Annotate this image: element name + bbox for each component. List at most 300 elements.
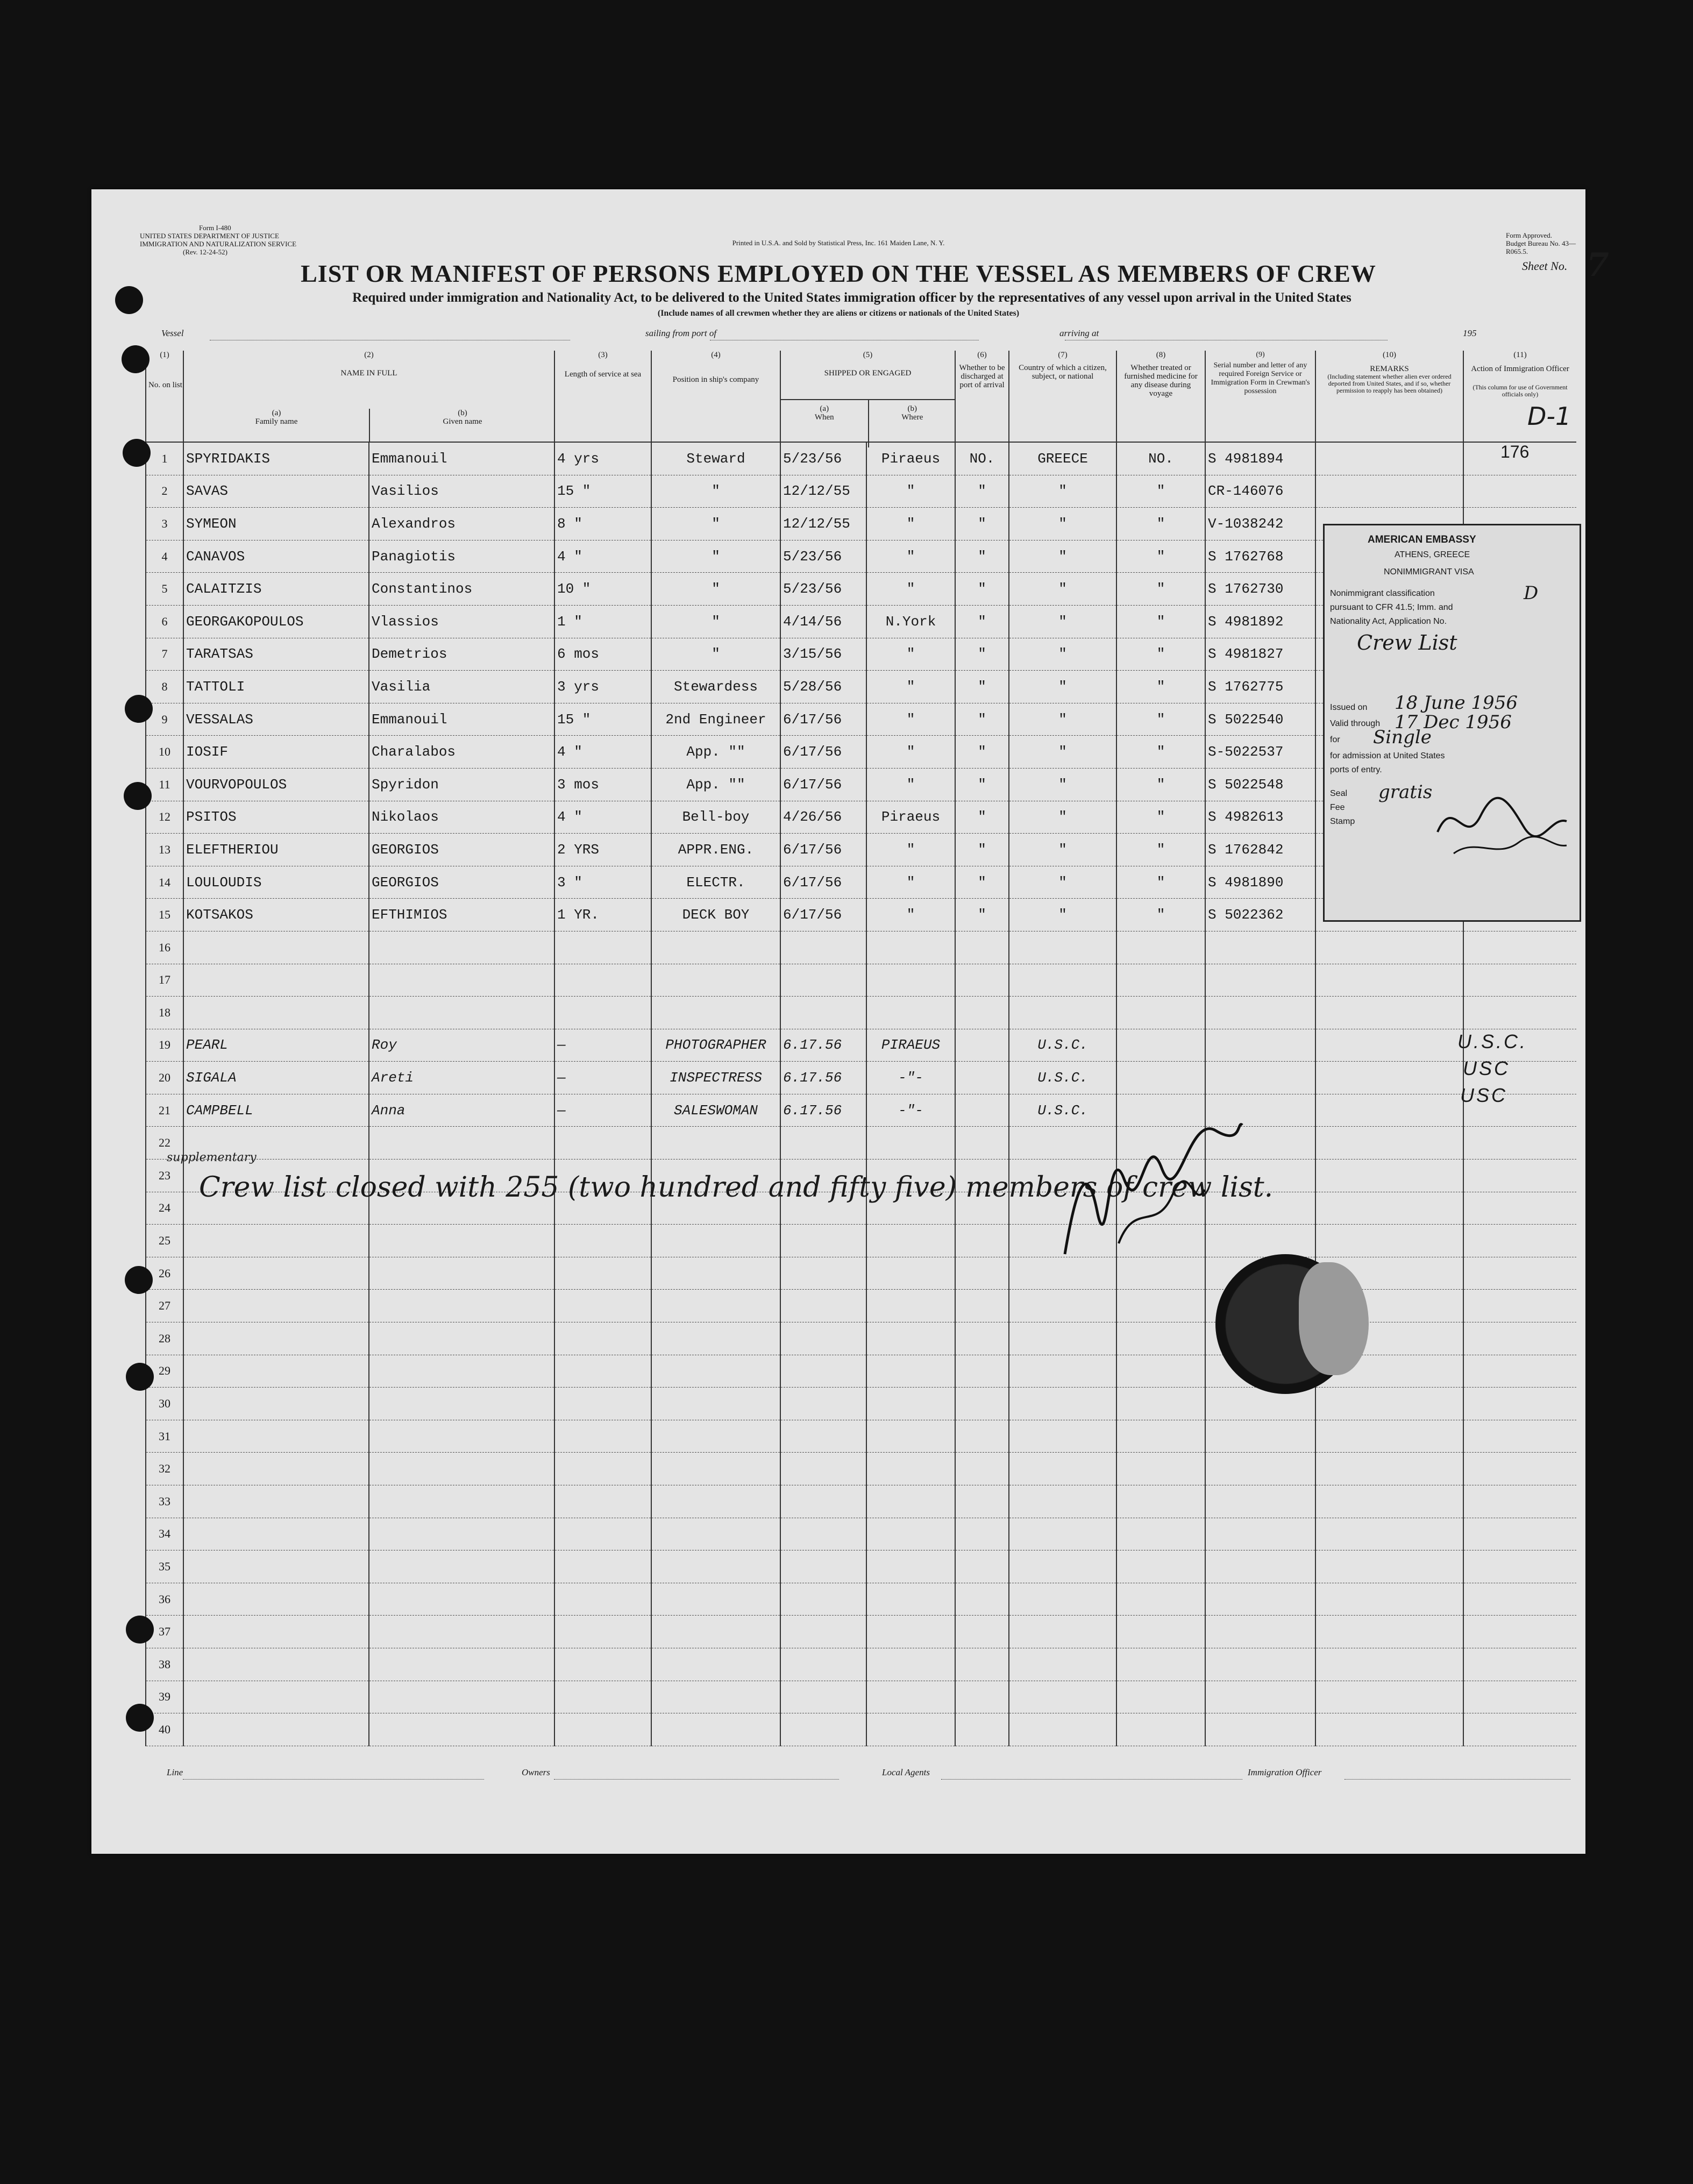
cell-where: "	[866, 573, 955, 606]
cell-position: "	[651, 605, 780, 638]
cell-family: IOSIF	[183, 736, 369, 769]
cell-position	[651, 931, 780, 964]
cell-action	[1463, 1518, 1576, 1550]
cell-remarks	[1315, 1485, 1463, 1518]
cell-position: DECK BOY	[651, 899, 780, 931]
cell-medicine	[1116, 1290, 1205, 1322]
cell-where	[866, 1355, 955, 1388]
cell-where: "	[866, 703, 955, 736]
cell-medicine	[1116, 1322, 1205, 1355]
col-header-action: (11) Action of Immigration Officer (This column for use of Government officials only)	[1463, 351, 1576, 442]
cell-service	[554, 1518, 651, 1550]
punch-hole	[125, 1266, 153, 1294]
stamp-fee-value: gratis	[1378, 781, 1433, 803]
cell-when	[780, 997, 866, 1029]
cell-position: INSPECTRESS	[651, 1062, 780, 1094]
cell-where	[866, 1257, 955, 1290]
cell-family	[183, 1713, 369, 1746]
row-number: 16	[146, 931, 183, 964]
cell-where: "	[866, 508, 955, 540]
cell-given: Demetrios	[369, 638, 554, 671]
table-row	[146, 475, 1576, 508]
cell-family	[183, 1681, 369, 1713]
cell-serial: S 1762842	[1205, 834, 1315, 866]
cell-given: Alexandros	[369, 508, 554, 540]
col-header-discharged: (6) Whether to be discharged at port of arrival	[955, 351, 1009, 442]
cell-action	[1463, 1648, 1576, 1681]
cell-family: TARATSAS	[183, 638, 369, 671]
cell-position: Bell-boy	[651, 801, 780, 834]
cell-country: "	[1009, 605, 1116, 638]
stamp-cfr: pursuant to CFR 41.5; Imm. and	[1330, 603, 1453, 612]
footer-agents-label: Local Agents	[882, 1767, 930, 1777]
cell-where	[866, 1518, 955, 1550]
cell-given	[369, 1550, 554, 1583]
cell-serial: S 5022540	[1205, 703, 1315, 736]
cell-action	[1463, 1322, 1576, 1355]
cell-position	[651, 1420, 780, 1453]
cell-discharged	[955, 1681, 1009, 1713]
cell-medicine	[1116, 1029, 1205, 1062]
cell-medicine	[1116, 931, 1205, 964]
col-header-name: (2) NAME IN FULL (a) Family name (b) Given name	[183, 351, 554, 442]
remark-d1: D-1	[1527, 402, 1571, 431]
punch-hole	[124, 782, 152, 810]
cell-position: "	[651, 508, 780, 540]
row-number: 23	[146, 1159, 183, 1192]
cell-family	[183, 1485, 369, 1518]
cell-service: 10 "	[554, 573, 651, 606]
cell-medicine: "	[1116, 671, 1205, 703]
cell-position: App. ""	[651, 736, 780, 769]
cell-where	[866, 1583, 955, 1616]
cell-discharged: "	[955, 508, 1009, 540]
cell-family	[183, 1616, 369, 1648]
cell-service: 3 "	[554, 866, 651, 899]
cell-given: Areti	[369, 1062, 554, 1094]
stamp-application-value: Crew List	[1357, 631, 1457, 655]
cell-remarks	[1315, 475, 1463, 508]
cell-serial	[1205, 931, 1315, 964]
cell-action	[1463, 1192, 1576, 1225]
cell-position	[651, 1257, 780, 1290]
cell-when: 3/15/56	[780, 638, 866, 671]
embassy-visa-stamp	[1323, 524, 1581, 922]
cell-position	[651, 1550, 780, 1583]
cell-position: Stewardess	[651, 671, 780, 703]
cell-remarks	[1315, 1029, 1463, 1062]
row-number: 6	[146, 605, 183, 638]
cell-when	[780, 1388, 866, 1420]
consul-signature	[1432, 784, 1572, 870]
cell-medicine	[1116, 997, 1205, 1029]
cell-position: "	[651, 540, 780, 573]
cell-given: Emmanouil	[369, 442, 554, 475]
cell-discharged	[955, 1648, 1009, 1681]
cell-family	[183, 997, 369, 1029]
cell-given	[369, 997, 554, 1029]
cell-serial	[1205, 1616, 1315, 1648]
cell-family: CALAITZIS	[183, 573, 369, 606]
cell-discharged	[955, 1583, 1009, 1616]
cell-country	[1009, 1485, 1116, 1518]
cell-service	[554, 1127, 651, 1159]
cell-service	[554, 1485, 651, 1518]
cell-given	[369, 1355, 554, 1388]
cell-service	[554, 1648, 651, 1681]
subtitle: Required under immigration and Nationality Act, to be delivered to the United States immigration officer by the representatives of any vessel upon arrival in the United States	[352, 290, 1351, 305]
sheet-number: 7	[1587, 246, 1609, 284]
cell-country: U.S.C.	[1009, 1094, 1116, 1127]
row-number: 17	[146, 964, 183, 997]
cell-position	[651, 1713, 780, 1746]
usc-mark-1: U.S.C.	[1457, 1030, 1528, 1052]
cell-given	[369, 1420, 554, 1453]
cell-country: "	[1009, 573, 1116, 606]
cell-medicine: "	[1116, 801, 1205, 834]
cell-country	[1009, 964, 1116, 997]
cell-family: PSITOS	[183, 801, 369, 834]
cell-discharged	[955, 1713, 1009, 1746]
cell-service: 2 YRS	[554, 834, 651, 866]
cell-when	[780, 1648, 866, 1681]
arriving-label: arriving at	[1059, 328, 1099, 338]
cell-family	[183, 1355, 369, 1388]
cell-country: "	[1009, 736, 1116, 769]
stamp-visa-type: NONIMMIGRANT VISA	[1384, 567, 1474, 577]
form-number: Form I-480	[199, 224, 231, 232]
cell-position	[651, 1616, 780, 1648]
cell-service	[554, 1420, 651, 1453]
cell-service	[554, 1681, 651, 1713]
cell-given: Nikolaos	[369, 801, 554, 834]
table-row	[146, 1029, 1576, 1062]
cell-serial	[1205, 1681, 1315, 1713]
cell-action	[1463, 1257, 1576, 1290]
cell-where	[866, 964, 955, 997]
cell-serial	[1205, 1583, 1315, 1616]
table-row	[146, 1453, 1576, 1485]
cell-when: 6/17/56	[780, 768, 866, 801]
cell-action	[1463, 1485, 1576, 1518]
cell-given	[369, 964, 554, 997]
row-number: 1	[146, 442, 183, 475]
cell-family: ELEFTHERIOU	[183, 834, 369, 866]
cell-position	[651, 1485, 780, 1518]
cell-medicine	[1116, 1355, 1205, 1388]
cell-remarks	[1315, 1616, 1463, 1648]
cell-serial: S 1762768	[1205, 540, 1315, 573]
cell-country	[1009, 931, 1116, 964]
row-number: 9	[146, 703, 183, 736]
cell-where: "	[866, 540, 955, 573]
cell-country	[1009, 1616, 1116, 1648]
cell-serial	[1205, 1029, 1315, 1062]
cell-serial: S-5022537	[1205, 736, 1315, 769]
cell-when	[780, 1681, 866, 1713]
cell-action	[1463, 931, 1576, 964]
cell-medicine	[1116, 1388, 1205, 1420]
cell-action	[1463, 1550, 1576, 1583]
cell-serial	[1205, 1062, 1315, 1094]
cell-family: SPYRIDAKIS	[183, 442, 369, 475]
punch-hole	[115, 286, 143, 314]
cell-given: Charalabos	[369, 736, 554, 769]
cell-family	[183, 1648, 369, 1681]
cell-serial	[1205, 1550, 1315, 1583]
cell-position: Steward	[651, 442, 780, 475]
cell-medicine: NO.	[1116, 442, 1205, 475]
stamp-issued-label: Issued on	[1330, 703, 1368, 712]
cell-family: VOURVOPOULOS	[183, 768, 369, 801]
cell-remarks	[1315, 1518, 1463, 1550]
table-row	[146, 1420, 1576, 1453]
cell-remarks	[1315, 1094, 1463, 1127]
cell-action	[1463, 1225, 1576, 1257]
cell-service: —	[554, 1029, 651, 1062]
cell-family	[183, 1518, 369, 1550]
row-number: 34	[146, 1518, 183, 1550]
cell-given	[369, 1518, 554, 1550]
cell-given	[369, 1616, 554, 1648]
cell-when: 6/17/56	[780, 736, 866, 769]
cell-serial: CR-146076	[1205, 475, 1315, 508]
row-number: 14	[146, 866, 183, 899]
cell-when	[780, 1322, 866, 1355]
cell-when	[780, 1518, 866, 1550]
cell-where	[866, 1290, 955, 1322]
cell-service: —	[554, 1094, 651, 1127]
cell-where	[866, 1616, 955, 1648]
inclusion-note: (Include names of all crewmen whether they are aliens or citizens or nationals of the United States)	[657, 309, 1020, 318]
row-number: 2	[146, 475, 183, 508]
stamp-for-label: for	[1330, 735, 1340, 744]
cell-position: App. ""	[651, 768, 780, 801]
cell-country	[1009, 1713, 1116, 1746]
table-row	[146, 1225, 1576, 1257]
cell-given	[369, 1290, 554, 1322]
cell-serial	[1205, 964, 1315, 997]
cell-position: "	[651, 475, 780, 508]
table-row	[146, 1257, 1576, 1290]
cell-discharged	[955, 931, 1009, 964]
cell-given: EFTHIMIOS	[369, 899, 554, 931]
cell-where: "	[866, 834, 955, 866]
cell-family: VESSALAS	[183, 703, 369, 736]
cell-given: GEORGIOS	[369, 866, 554, 899]
cell-service: 4 "	[554, 540, 651, 573]
cell-action	[1463, 1127, 1576, 1159]
cell-where: Piraeus	[866, 442, 955, 475]
cell-where: "	[866, 736, 955, 769]
cell-where	[866, 1388, 955, 1420]
row-number: 25	[146, 1225, 183, 1257]
cell-position	[651, 1355, 780, 1388]
cell-country	[1009, 1388, 1116, 1420]
cell-country	[1009, 1518, 1116, 1550]
cell-country	[1009, 1322, 1116, 1355]
cell-given	[369, 1322, 554, 1355]
cell-medicine	[1116, 1550, 1205, 1583]
cell-discharged	[955, 1062, 1009, 1094]
cell-service: 15 "	[554, 703, 651, 736]
cell-family	[183, 1225, 369, 1257]
cell-discharged: NO.	[955, 442, 1009, 475]
cell-when: 12/12/55	[780, 508, 866, 540]
cell-country	[1009, 1648, 1116, 1681]
cell-country	[1009, 1355, 1116, 1388]
stamp-seal-label: Seal	[1330, 789, 1348, 798]
cell-when	[780, 1616, 866, 1648]
stamp-valid-label: Valid through	[1330, 719, 1381, 728]
cell-action	[1463, 1616, 1576, 1648]
department-name: UNITED STATES DEPARTMENT OF JUSTICE	[140, 232, 279, 240]
budget-text: Budget Bureau No. 43—R065.5.	[1506, 239, 1576, 255]
cell-given	[369, 931, 554, 964]
revision: (Rev. 12-24-52)	[183, 248, 227, 256]
stamp-classification-value: D	[1524, 582, 1539, 604]
cell-discharged: "	[955, 638, 1009, 671]
cell-service: 1 YR.	[554, 899, 651, 931]
row-number: 22	[146, 1127, 183, 1159]
cell-where	[866, 1322, 955, 1355]
cell-family	[183, 1420, 369, 1453]
cell-service: 4 "	[554, 801, 651, 834]
table-row	[146, 1713, 1576, 1746]
col-header-medicine: (8) Whether treated or furnished medicine for any disease during voyage	[1116, 351, 1205, 442]
cell-remarks	[1315, 1550, 1463, 1583]
cell-where	[866, 1453, 955, 1485]
cell-when: 6/17/56	[780, 899, 866, 931]
cell-action	[1463, 1583, 1576, 1616]
cell-service	[554, 931, 651, 964]
manifest-sheet	[91, 189, 1609, 1854]
table-row	[146, 997, 1576, 1029]
cell-where: "	[866, 638, 955, 671]
cell-given	[369, 1648, 554, 1681]
cell-position: PHOTOGRAPHER	[651, 1029, 780, 1062]
cell-discharged: "	[955, 540, 1009, 573]
sheet-label: Sheet No.	[1522, 259, 1568, 273]
row-number: 4	[146, 540, 183, 573]
cell-country: GREECE	[1009, 442, 1116, 475]
supplementary-note: supplementary	[167, 1151, 257, 1164]
stamp-admission: for admission at United States	[1330, 751, 1445, 760]
row-number: 39	[146, 1681, 183, 1713]
table-row	[146, 931, 1576, 964]
cell-service: 4 yrs	[554, 442, 651, 475]
cell-serial: S 5022362	[1205, 899, 1315, 931]
cell-family: SIGALA	[183, 1062, 369, 1094]
cell-given: GEORGIOS	[369, 834, 554, 866]
stamp-fee-label: Fee	[1330, 803, 1345, 812]
cell-serial	[1205, 1420, 1315, 1453]
cell-serial	[1205, 1518, 1315, 1550]
cell-family: LOULOUDIS	[183, 866, 369, 899]
year-label: 195	[1463, 328, 1477, 338]
cell-country	[1009, 1681, 1116, 1713]
cell-action	[1463, 1159, 1576, 1192]
cell-country	[1009, 1420, 1116, 1453]
table-row	[146, 1583, 1576, 1616]
cell-where	[866, 1420, 955, 1453]
cell-discharged	[955, 964, 1009, 997]
cell-discharged: "	[955, 834, 1009, 866]
cell-when	[780, 1550, 866, 1583]
cell-discharged	[955, 1127, 1009, 1159]
col-header-no: (1) No. on list	[146, 351, 183, 442]
cell-position	[651, 1583, 780, 1616]
cell-service	[554, 1616, 651, 1648]
row-number: 12	[146, 801, 183, 834]
cell-given: Panagiotis	[369, 540, 554, 573]
cell-position: SALESWOMAN	[651, 1094, 780, 1127]
cell-family: KOTSAKOS	[183, 899, 369, 931]
cell-where: "	[866, 671, 955, 703]
row-number: 29	[146, 1355, 183, 1388]
cell-discharged	[955, 1518, 1009, 1550]
cell-position	[651, 1388, 780, 1420]
cell-discharged: "	[955, 736, 1009, 769]
table-row	[146, 1648, 1576, 1681]
cell-country: "	[1009, 508, 1116, 540]
cell-service	[554, 964, 651, 997]
punch-hole	[122, 345, 150, 373]
cell-remarks	[1315, 1388, 1463, 1420]
cell-position	[651, 1681, 780, 1713]
table-row	[146, 1094, 1576, 1127]
cell-given: Anna	[369, 1094, 554, 1127]
cell-country: U.S.C.	[1009, 1029, 1116, 1062]
cell-service	[554, 997, 651, 1029]
cell-discharged: "	[955, 671, 1009, 703]
cell-serial: S 4982613	[1205, 801, 1315, 834]
stamp-ports: ports of entry.	[1330, 765, 1382, 774]
cell-when: 5/28/56	[780, 671, 866, 703]
cell-remarks	[1315, 1583, 1463, 1616]
cell-when: 5/23/56	[780, 442, 866, 475]
cell-remarks	[1315, 1420, 1463, 1453]
cell-serial: S 4981892	[1205, 605, 1315, 638]
cell-service	[554, 1225, 651, 1257]
service-name: IMMIGRATION AND NATURALIZATION SERVICE	[140, 240, 297, 248]
row-number: 15	[146, 899, 183, 931]
cell-medicine	[1116, 1420, 1205, 1453]
cell-given: Vasilios	[369, 475, 554, 508]
row-number: 35	[146, 1550, 183, 1583]
cell-position	[651, 1127, 780, 1159]
cell-given: Emmanouil	[369, 703, 554, 736]
cell-country	[1009, 1290, 1116, 1322]
cell-where: -"-	[866, 1062, 955, 1094]
cell-given: Spyridon	[369, 768, 554, 801]
row-number: 11	[146, 768, 183, 801]
punch-hole	[123, 439, 151, 467]
cell-discharged: "	[955, 801, 1009, 834]
cell-given: Constantinos	[369, 573, 554, 606]
cell-country: "	[1009, 899, 1116, 931]
punch-hole	[126, 1616, 154, 1644]
cell-service: —	[554, 1062, 651, 1094]
col-header-remarks: (10) REMARKS (Including statement whether alien ever ordered deported from United States, and if so, whether permission to reapply has been obtained)	[1315, 351, 1463, 442]
cell-action	[1463, 997, 1576, 1029]
cell-family	[183, 931, 369, 964]
cell-serial	[1205, 1485, 1315, 1518]
cell-service: 3 mos	[554, 768, 651, 801]
cell-discharged	[955, 997, 1009, 1029]
cell-where	[866, 1485, 955, 1518]
cell-service: 4 "	[554, 736, 651, 769]
